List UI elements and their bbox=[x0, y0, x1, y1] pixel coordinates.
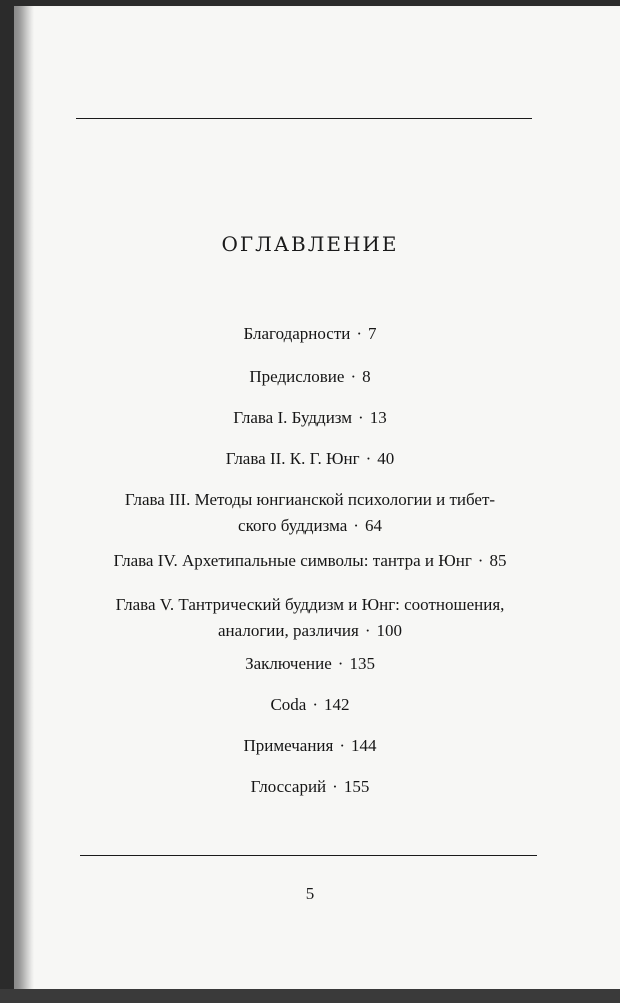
toc-entry-title: Глоссарий bbox=[250, 777, 327, 796]
toc-entry-title: Глава II. К. Г. Юнг bbox=[225, 449, 360, 468]
toc-separator: · bbox=[356, 324, 363, 343]
toc-entry-chapter-1[interactable] bbox=[70, 405, 550, 431]
toc-entry-page: 7 bbox=[368, 324, 377, 343]
bottom-rule bbox=[80, 855, 537, 856]
toc-entry-title: Заключение bbox=[245, 654, 332, 673]
toc-entry-title-line-2: ского буддизма bbox=[238, 516, 348, 535]
toc-entry-page: 13 bbox=[369, 408, 387, 427]
toc-separator: · bbox=[339, 736, 346, 755]
toc-entry-page: 40 bbox=[377, 449, 395, 468]
toc-entry-page: 64 bbox=[364, 516, 382, 535]
toc-entry-preface[interactable] bbox=[70, 364, 550, 390]
toc-separator: · bbox=[365, 449, 372, 468]
toc-entry-title: Благодарности bbox=[243, 324, 351, 343]
toc-separator: · bbox=[350, 367, 357, 386]
toc-entry-title-line-1: Глава III. Методы юнгианской психологии и тибет- bbox=[124, 490, 496, 509]
toc-entry-chapter-3[interactable] bbox=[70, 487, 550, 539]
toc-entry-page: 8 bbox=[362, 367, 371, 386]
toc-entry-glossary[interactable] bbox=[70, 774, 550, 800]
toc-separator: · bbox=[332, 777, 338, 796]
toc-entry-notes[interactable] bbox=[70, 733, 550, 759]
toc-entry-title: Предисловие bbox=[249, 367, 345, 386]
toc-entry-title: Примечания bbox=[243, 736, 334, 755]
toc-separator: · bbox=[364, 621, 371, 640]
toc-separator: · bbox=[337, 654, 344, 673]
toc-separator: · bbox=[477, 551, 484, 570]
toc-entry-page: 85 bbox=[489, 551, 507, 570]
spine-shadow bbox=[14, 6, 34, 994]
toc-entry-coda[interactable] bbox=[70, 692, 550, 718]
toc-entry-title-line-2: аналогии, различия bbox=[218, 621, 359, 640]
toc-entry-page: 155 bbox=[343, 777, 370, 796]
toc-separator: · bbox=[312, 695, 319, 714]
toc-separator: · bbox=[353, 516, 359, 535]
toc-entry-acknowledgements[interactable] bbox=[70, 321, 550, 347]
toc-entry-title: Coda bbox=[270, 695, 307, 714]
toc-entry-title: Глава IV. Архетипальные символы: тантра и Юнг bbox=[113, 551, 472, 570]
toc-entry-title-line-1: Глава V. Тантрический буддизм и Юнг: соотношения, bbox=[115, 595, 505, 614]
toc-entry-page: 135 bbox=[349, 654, 375, 673]
toc-entry-page: 142 bbox=[324, 695, 350, 714]
page-number: 5 bbox=[305, 884, 315, 903]
toc-heading: ОГЛАВЛЕНИЕ bbox=[221, 232, 399, 256]
toc-entry-page: 144 bbox=[351, 736, 377, 755]
scan-edge bbox=[0, 989, 620, 1003]
toc-entry-conclusion[interactable] bbox=[70, 651, 550, 677]
toc-entry-title: Глава I. Буддизм bbox=[233, 408, 353, 427]
top-rule bbox=[76, 118, 532, 119]
toc-entry-page: 100 bbox=[376, 621, 402, 640]
toc-separator: · bbox=[358, 408, 364, 427]
toc-entry-chapter-2[interactable] bbox=[70, 446, 550, 472]
toc-entry-chapter-5[interactable] bbox=[70, 592, 550, 644]
toc-entry-chapter-4[interactable] bbox=[70, 548, 550, 574]
